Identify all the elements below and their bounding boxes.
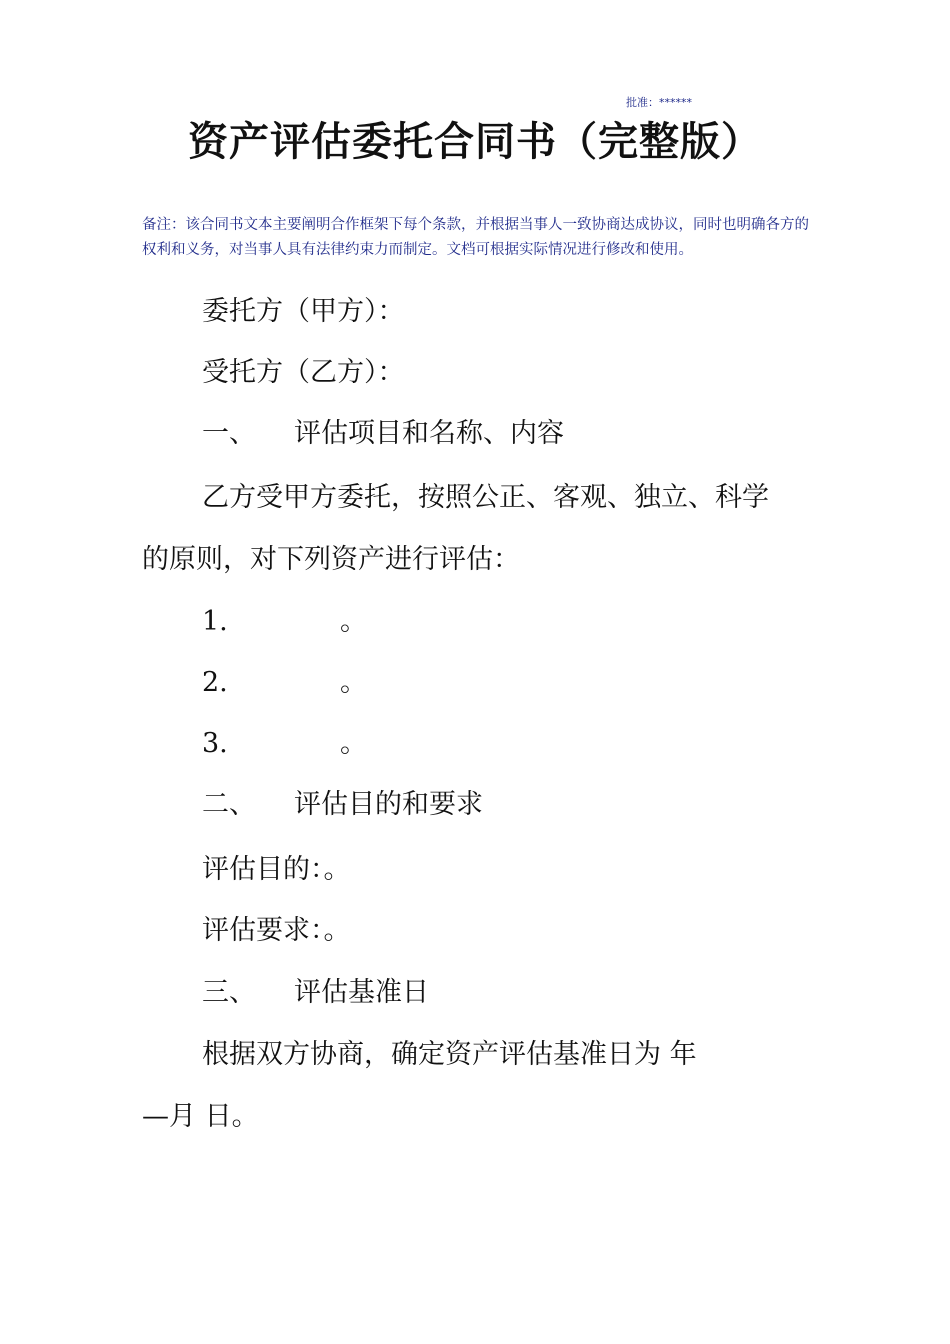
- section1-title: 评估项目和名称、内容: [294, 418, 564, 449]
- section3-body-line1: 根据双方协商，确定资产评估基准日为 年: [202, 1039, 697, 1070]
- list-item-number: 1.: [202, 606, 228, 637]
- list-item-text: 。: [340, 667, 367, 698]
- document-title: 资产评估委托合同书（完整版）: [188, 119, 762, 165]
- evaluation-requirement-line: 评估要求：。: [202, 915, 351, 946]
- evaluation-purpose-line: 评估目的：。: [202, 854, 351, 885]
- section1-heading: [202, 416, 564, 452]
- section3-body-line2: —月 日。: [142, 1101, 259, 1132]
- contractor-party-line: 受托方（乙方）：: [202, 357, 405, 388]
- section2-heading: [202, 787, 483, 823]
- approval-label: 批准：******: [626, 96, 692, 109]
- section2-number: 二、: [202, 789, 256, 820]
- section3-title: 评估基准日: [294, 977, 429, 1008]
- client-party-line: 委托方（甲方）：: [202, 296, 405, 327]
- list-item-text: 。: [340, 606, 367, 637]
- section3-number: 三、: [202, 977, 256, 1008]
- list-item-number: 3.: [202, 728, 228, 759]
- list-item-text: 。: [340, 728, 367, 759]
- section1-body-line1: 乙方受甲方委托，按照公正、客观、独立、科学: [202, 482, 769, 513]
- list-item: [202, 665, 367, 701]
- list-item: [202, 604, 367, 640]
- section3-heading: [202, 975, 429, 1011]
- list-item-number: 2.: [202, 667, 228, 698]
- section1-number: 一、: [202, 418, 256, 449]
- section2-title: 评估目的和要求: [294, 789, 483, 820]
- list-item: [202, 726, 367, 762]
- document-note: 备注：该合同书文本主要阐明合作框架下每个条款，并根据当事人一致协商达成协议，同时也明确各方的权利和义务，对当事人具有法律约束力而制定。文档可根据实际情况进行修改和使用。: [142, 217, 809, 258]
- section1-body-line2: 的原则，对下列资产进行评估：: [142, 544, 520, 575]
